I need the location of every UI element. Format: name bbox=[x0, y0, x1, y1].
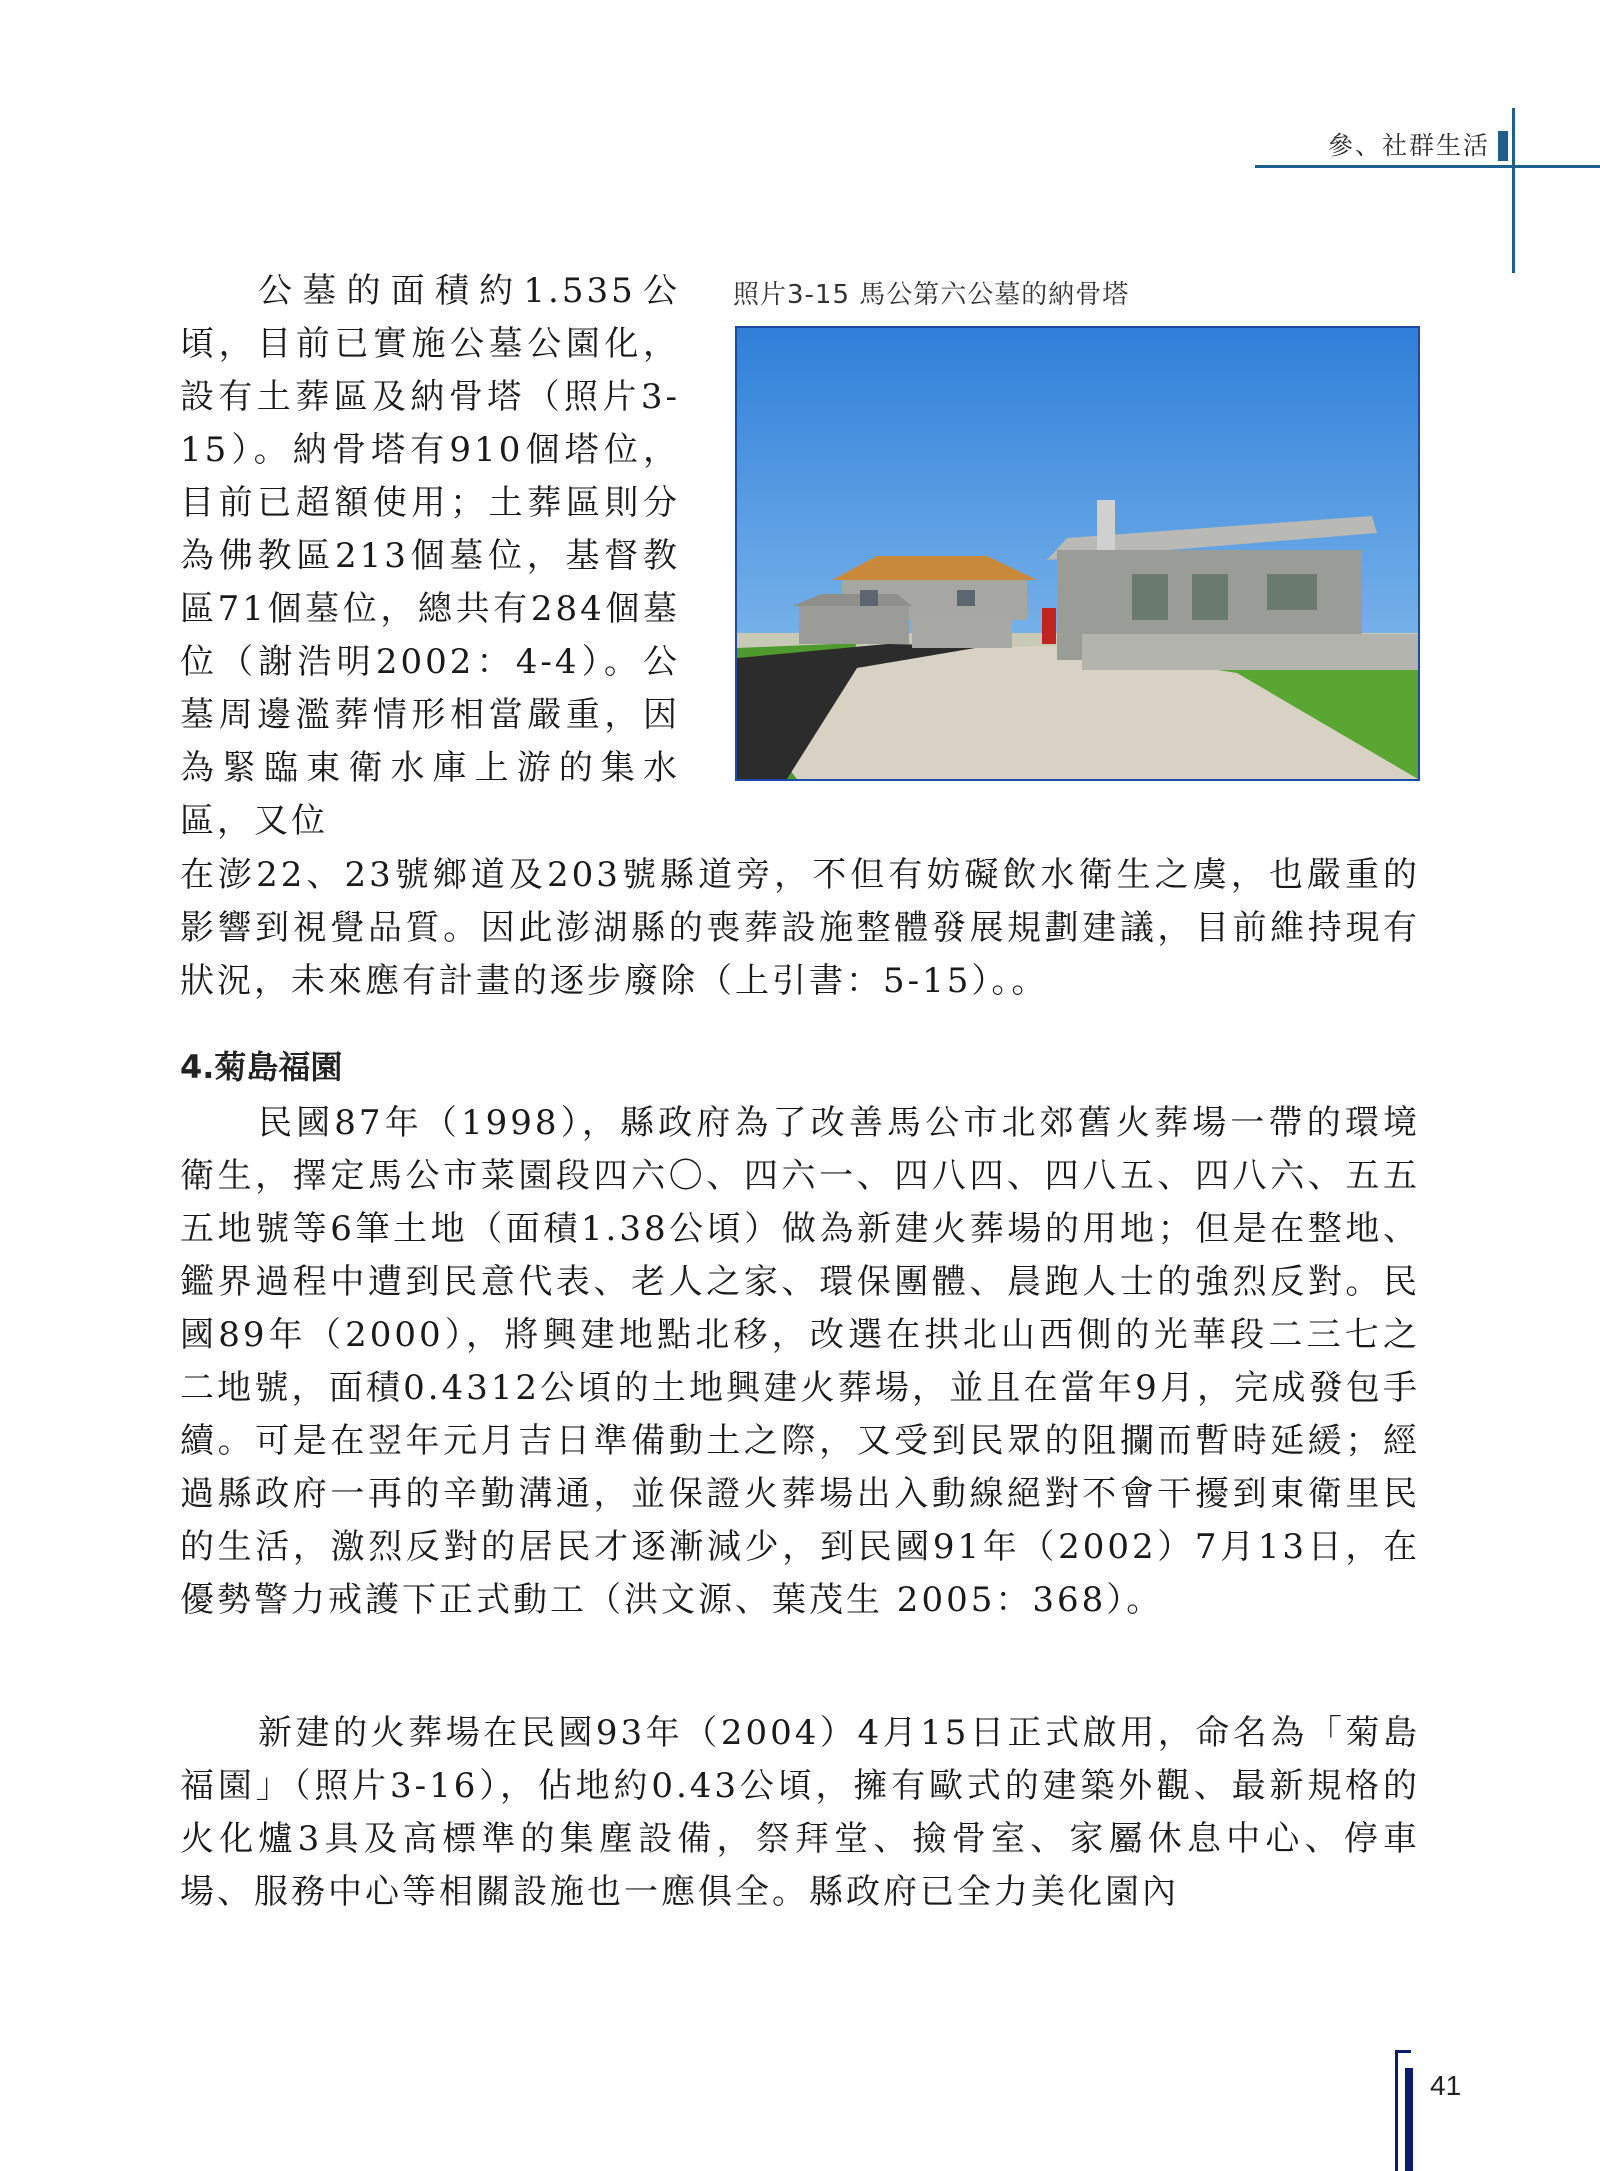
chapter-title: 參、社群生活 bbox=[1327, 131, 1490, 160]
photo-ossuary-image bbox=[737, 328, 1418, 779]
paragraph-2: 民國87年（1998），縣政府為了改善馬公市北郊舊火葬場一帶的環境衛生，擇定馬公市菜園段四六〇、四六一、四八四、四八五、四八六、五五五地號等6筆土地（面積1.38公頃）做為新建火葬場的用地；但是在整地、鑑界過程中遭到民意代表、老人之家、環保團體、晨跑人士的強烈反對。民國89年（2000），將興建地點北移，改選在拱北山西側的光華段二三七之二地號，面積0.4312公頃的土地興建火葬場，並且在當年9月，完成發包手續。可是在翌年元月吉日準備動土之際，又受到民眾的阻攔而暫時延緩；經過縣政府一再的辛勤溝通，並保證火葬場出入動線絕對不會干擾到東衛里民的生活，激烈反對的居民才逐漸減少，到民國91年（2002）7月13日，在優勢警力戒護下正式動工（洪文源、葉茂生 2005：368）。 bbox=[180, 1103, 1420, 1620]
page-number: 41 bbox=[1430, 2070, 1462, 2101]
paragraph-3: 新建的火葬場在民國93年（2004）4月15日正式啟用，命名為「菊島福園」（照片3-16），佔地約0.43公頃，擁有歐式的建築外觀、最新規格的火化爐3具及高標準的集塵設備，祭拜堂、撿骨室、家屬休息中心、停車場、服務中心等相關設施也一應俱全。縣政府已全力美化園內 bbox=[180, 1713, 1420, 1912]
page-marker-line bbox=[1395, 2050, 1398, 2171]
section-title: 4.菊島福園 bbox=[180, 1048, 343, 1086]
photo-ossuary bbox=[735, 326, 1420, 781]
page-marker-bar bbox=[1405, 2068, 1413, 2171]
paragraph-1-continued: 在澎22、23號鄉道及203號縣道旁，不但有妨礙飲水衛生之虞，也嚴重的影響到視覺品質。因此澎湖縣的喪葬設施整體發展規劃建議，目前維持現有狀況，未來應有計畫的逐步廢除（上引書：5-15）。。 bbox=[180, 855, 1420, 1001]
header-rule bbox=[1255, 165, 1600, 168]
header-vertical-rule bbox=[1512, 108, 1515, 273]
paragraph-1: 公墓的面積約1.535公頃，目前已實施公墓公園化，設有土葬區及納骨塔（照片3-15）。納骨塔有910個塔位，目前已超額使用；土葬區則分為佛教區213個墓位，基督教區71個墓位，總共有284個墓位（謝浩明2002：4-4）。公墓周邊濫葬情形相當嚴重，因為緊臨東衛水庫上游的集水區，又位 bbox=[180, 271, 680, 841]
header-marker bbox=[1498, 131, 1508, 161]
photo-caption: 照片3-15 馬公第六公墓的納骨塔 bbox=[733, 280, 1130, 310]
